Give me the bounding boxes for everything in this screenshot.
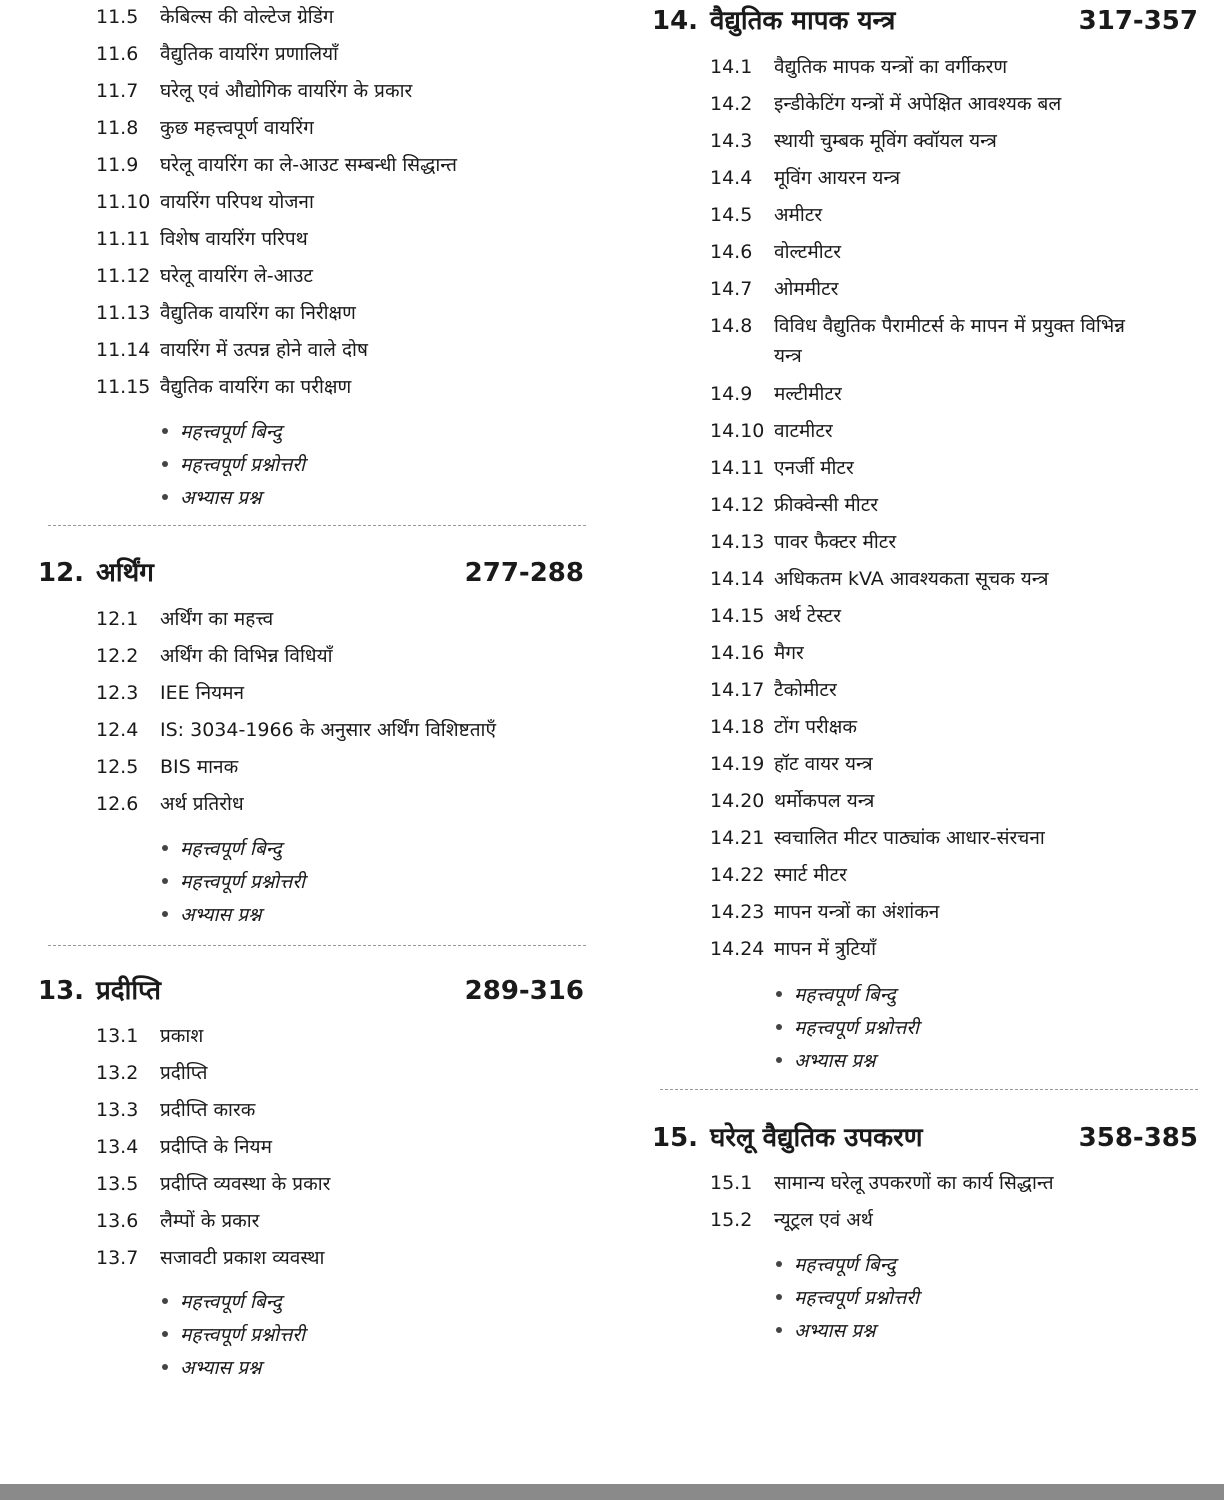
item-label: अर्थिंग का महत्त्व: [160, 608, 274, 630]
item-number: 14.17: [710, 679, 765, 701]
item-number: 14.24: [710, 938, 765, 960]
item-label: घरेलू वायरिंग ले-आउट: [160, 265, 313, 287]
item-label: वैद्युतिक वायरिंग प्रणालियाँ: [160, 43, 339, 65]
item-label: अर्थिंग की विभिन्न विधियाँ: [160, 645, 333, 667]
item-label: अर्थ टेस्टर: [774, 605, 842, 627]
bullet-important-qa: महत्त्वपूर्ण प्रश्नोत्तरी: [776, 1286, 919, 1310]
item-label: मापन में त्रुटियाँ: [774, 938, 876, 960]
chapter-title: प्रदीप्ति: [96, 976, 161, 1006]
bullet-important-points: महत्त्वपूर्ण बिन्दु: [162, 1290, 282, 1314]
bullet-dot-icon: [162, 878, 168, 884]
item-number: 11.9: [96, 154, 139, 176]
item-label: मल्टीमीटर: [774, 383, 842, 405]
chapter-number: 14.: [652, 6, 699, 36]
bullet-practice-questions: अभ्यास प्रश्न: [776, 1049, 876, 1073]
item-label: कुछ महत्त्वपूर्ण वायरिंग: [160, 117, 314, 139]
item-number: 14.1: [710, 56, 753, 78]
item-number: 11.13: [96, 302, 151, 324]
bullet-dot-icon: [776, 1024, 782, 1030]
bullet-important-qa: महत्त्वपूर्ण प्रश्नोत्तरी: [162, 870, 305, 894]
bullet-dot-icon: [776, 1057, 782, 1063]
chapter-title: अर्थिंग: [96, 558, 154, 588]
item-number: 14.9: [710, 383, 753, 405]
item-label: टोंग परीक्षक: [774, 716, 857, 738]
item-number: 12.5: [96, 756, 139, 778]
item-number: 13.4: [96, 1136, 139, 1158]
item-number: 11.14: [96, 339, 151, 361]
footer-bar: [0, 1484, 1224, 1500]
item-label: मापन यन्त्रों का अंशांकन: [774, 901, 940, 923]
item-label: वैद्युतिक मापक यन्त्रों का वर्गीकरण: [774, 56, 1008, 78]
item-label: वैद्युतिक वायरिंग का परीक्षण: [160, 376, 352, 398]
item-label: पावर फैक्टर मीटर: [774, 531, 897, 553]
item-number: 14.18: [710, 716, 765, 738]
item-number: 13.1: [96, 1025, 139, 1047]
item-number: 11.12: [96, 265, 151, 287]
item-label: IS: 3034-1966 के अनुसार अर्थिंग विशिष्टताएँ: [160, 719, 496, 741]
item-label: टैकोमीटर: [774, 679, 837, 701]
bullet-dot-icon: [776, 991, 782, 997]
item-label: IEE नियमन: [160, 682, 245, 704]
item-label: प्रदीप्ति: [160, 1062, 208, 1084]
chapter-number: 12.: [38, 558, 85, 588]
item-label: अधिकतम kVA आवश्यकता सूचक यन्त्र: [774, 568, 1049, 590]
chapter-number: 13.: [38, 976, 85, 1006]
item-number: 14.5: [710, 204, 753, 226]
chapter-title: वैद्युतिक मापक यन्त्र: [710, 6, 896, 36]
item-number: 11.6: [96, 43, 139, 65]
item-label: प्रदीप्ति व्यवस्था के प्रकार: [160, 1173, 331, 1195]
item-label: प्रदीप्ति के नियम: [160, 1136, 272, 1158]
chapter-pages: 358-385: [1078, 1123, 1198, 1153]
bullet-dot-icon: [162, 911, 168, 917]
item-number: 14.7: [710, 278, 753, 300]
item-label: वायरिंग परिपथ योजना: [160, 191, 314, 213]
item-label: हॉट वायर यन्त्र: [774, 753, 873, 775]
item-label: स्मार्ट मीटर: [774, 864, 847, 886]
bullet-important-points: महत्त्वपूर्ण बिन्दु: [776, 1253, 896, 1277]
item-number: 14.2: [710, 93, 753, 115]
bullet-important-qa: महत्त्वपूर्ण प्रश्नोत्तरी: [162, 453, 305, 477]
item-label: वैद्युतिक वायरिंग का निरीक्षण: [160, 302, 356, 324]
item-number: 14.23: [710, 901, 765, 923]
item-number: 13.7: [96, 1247, 139, 1269]
item-number: 11.5: [96, 6, 139, 28]
item-number: 14.22: [710, 864, 765, 886]
item-label: ओममीटर: [774, 278, 839, 300]
item-number: 14.20: [710, 790, 765, 812]
item-label: विशेष वायरिंग परिपथ: [160, 228, 308, 250]
bullet-dot-icon: [162, 1331, 168, 1337]
item-number: 12.3: [96, 682, 139, 704]
item-label: केबिल्स की वोल्टेज ग्रेडिंग: [160, 6, 334, 28]
item-number: 14.4: [710, 167, 753, 189]
item-label: थर्मोकपल यन्त्र: [774, 790, 875, 812]
bullet-important-qa: महत्त्वपूर्ण प्रश्नोत्तरी: [776, 1016, 919, 1040]
item-number: 13.5: [96, 1173, 139, 1195]
item-label: वाटमीटर: [774, 420, 833, 442]
bullet-important-points: महत्त्वपूर्ण बिन्दु: [776, 983, 896, 1007]
item-number: 14.10: [710, 420, 765, 442]
item-label: BIS मानक: [160, 756, 239, 778]
chapter-pages: 317-357: [1078, 6, 1198, 36]
item-number: 11.8: [96, 117, 139, 139]
item-number: 13.2: [96, 1062, 139, 1084]
item-label: वायरिंग में उत्पन्न होने वाले दोष: [160, 339, 368, 361]
bullet-important-points: महत्त्वपूर्ण बिन्दु: [162, 837, 282, 861]
item-number: 14.11: [710, 457, 765, 479]
bullet-dot-icon: [776, 1327, 782, 1333]
item-label: एनर्जी मीटर: [774, 457, 854, 479]
item-number: 11.15: [96, 376, 151, 398]
section-divider: [48, 525, 586, 526]
item-number: 14.6: [710, 241, 753, 263]
item-number: 14.14: [710, 568, 765, 590]
item-label: न्यूट्रल एवं अर्थ: [774, 1209, 873, 1231]
item-number: 12.1: [96, 608, 139, 630]
bullet-practice-questions: अभ्यास प्रश्न: [162, 903, 262, 927]
item-number: 14.15: [710, 605, 765, 627]
item-number: 14.12: [710, 494, 765, 516]
bullet-dot-icon: [776, 1261, 782, 1267]
item-number: 14.21: [710, 827, 765, 849]
item-label: मैगर: [774, 642, 804, 664]
bullet-dot-icon: [162, 428, 168, 434]
item-number: 14.13: [710, 531, 765, 553]
item-label: फ्रीक्वेन्सी मीटर: [774, 494, 879, 516]
bullet-practice-questions: अभ्यास प्रश्न: [776, 1319, 876, 1343]
item-label: प्रदीप्ति कारक: [160, 1099, 256, 1121]
item-label: स्थायी चुम्बक मूविंग क्वॉयल यन्त्र: [774, 130, 997, 152]
bullet-dot-icon: [162, 1364, 168, 1370]
item-number: 11.10: [96, 191, 151, 213]
item-label: घरेलू वायरिंग का ले-आउट सम्बन्धी सिद्धान्त: [160, 154, 457, 176]
item-label: सजावटी प्रकाश व्यवस्था: [160, 1247, 325, 1269]
bullet-practice-questions: अभ्यास प्रश्न: [162, 486, 262, 510]
item-label: अमीटर: [774, 204, 823, 226]
item-label: इन्डीकेटिंग यन्त्रों में अपेक्षित आवश्यक बल: [774, 93, 1062, 115]
item-label: वोल्टमीटर: [774, 241, 841, 263]
bullet-dot-icon: [162, 845, 168, 851]
item-number: 14.19: [710, 753, 765, 775]
bullet-important-qa: महत्त्वपूर्ण प्रश्नोत्तरी: [162, 1323, 305, 1347]
bullet-practice-questions: अभ्यास प्रश्न: [162, 1356, 262, 1380]
item-number: 14.16: [710, 642, 765, 664]
item-number: 13.3: [96, 1099, 139, 1121]
bullet-dot-icon: [162, 1298, 168, 1304]
item-number: 12.4: [96, 719, 139, 741]
item-label: प्रकाश: [160, 1025, 204, 1047]
item-label: विविध वैद्युतिक पैरामीटर्स के मापन में प्रयुक्त विभिन्न यन्त्र: [774, 315, 1126, 367]
item-label: घरेलू एवं औद्योगिक वायरिंग के प्रकार: [160, 80, 413, 102]
item-label: लैम्पों के प्रकार: [160, 1210, 260, 1232]
item-label: सामान्य घरेलू उपकरणों का कार्य सिद्धान्त: [774, 1172, 1054, 1194]
item-number: 14.8: [710, 315, 753, 337]
item-number: 14.3: [710, 130, 753, 152]
chapter-number: 15.: [652, 1123, 699, 1153]
chapter-pages: 277-288: [464, 558, 584, 588]
item-number: 15.2: [710, 1209, 753, 1231]
item-number: 11.7: [96, 80, 139, 102]
chapter-title: घरेलू वैद्युतिक उपकरण: [710, 1123, 923, 1153]
bullet-dot-icon: [776, 1294, 782, 1300]
item-number: 15.1: [710, 1172, 753, 1194]
item-label: स्वचालित मीटर पाठ्यांक आधार-संरचना: [774, 827, 1045, 849]
bullet-dot-icon: [162, 494, 168, 500]
item-number: 13.6: [96, 1210, 139, 1232]
item-label: मूविंग आयरन यन्त्र: [774, 167, 901, 189]
section-divider: [660, 1089, 1198, 1090]
item-number: 12.2: [96, 645, 139, 667]
bullet-dot-icon: [162, 461, 168, 467]
chapter-pages: 289-316: [464, 976, 584, 1006]
section-divider: [48, 945, 586, 946]
item-number: 11.11: [96, 228, 151, 250]
bullet-important-points: महत्त्वपूर्ण बिन्दु: [162, 420, 282, 444]
item-label: अर्थ प्रतिरोध: [160, 793, 244, 815]
item-number: 12.6: [96, 793, 139, 815]
